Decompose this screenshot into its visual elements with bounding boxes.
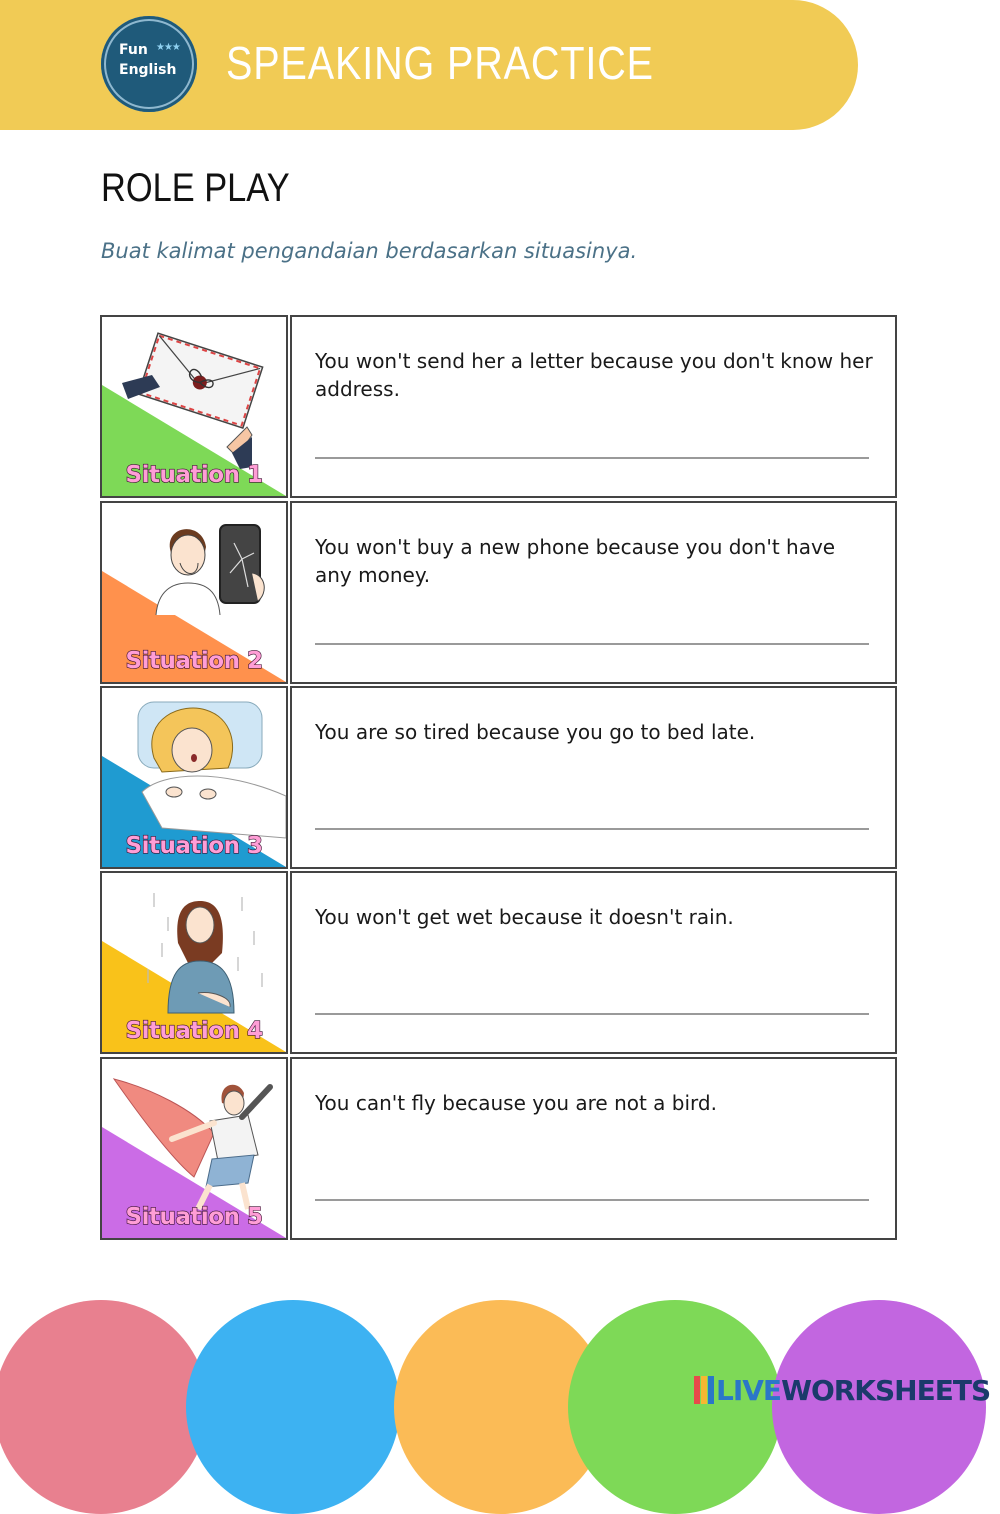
- situation-sentence: You are so tired because you go to bed late.: [315, 720, 756, 744]
- situation-row-1: [100, 315, 897, 498]
- situation-sentence: You can't fly because you are not a bird.: [315, 1091, 717, 1115]
- situation-label: Situation 5: [125, 1204, 263, 1230]
- situation-label: Situation 3: [125, 833, 263, 859]
- situation-image-1: [100, 315, 288, 498]
- sentence-box-3: [290, 686, 897, 869]
- brand-prefix: LIVE: [716, 1373, 782, 1407]
- situation-image-2: [100, 501, 288, 684]
- situation-label: Situation 4: [125, 1018, 263, 1044]
- situation-image-5: [100, 1057, 288, 1240]
- situation-sentence: You won't get wet because it doesn't rain.: [315, 905, 734, 929]
- situation-sentence: You won't send her a letter because you don't know her address.: [315, 349, 873, 401]
- situation-row-2: [100, 501, 897, 684]
- situation-image-4: [100, 871, 288, 1054]
- answer-input-3[interactable]: [315, 828, 869, 830]
- liveworksheets-badge-icon: [694, 1376, 714, 1404]
- situation-row-3: [100, 686, 897, 869]
- sentence-box-2: [290, 501, 897, 684]
- situation-sentence: You won't buy a new phone because you don't have any money.: [315, 535, 836, 587]
- fun-english-logo: [101, 16, 197, 112]
- answer-input-5[interactable]: [315, 1199, 869, 1201]
- answer-input-4[interactable]: [315, 1013, 869, 1015]
- sentence-box-1: [290, 315, 897, 498]
- logo-text-english: English: [119, 62, 177, 78]
- sentence-box-5: [290, 1057, 897, 1240]
- page-title: SPEAKING PRACTICE: [226, 37, 654, 89]
- section-title: ROLE PLAY: [101, 166, 290, 210]
- answer-input-1[interactable]: [315, 457, 869, 459]
- footer-circle-blue: [186, 1300, 400, 1514]
- instruction-text: Buat kalimat pengandaian berdasarkan situasinya.: [101, 239, 638, 263]
- situation-label: Situation 2: [125, 648, 263, 674]
- logo-text-fun: Fun: [119, 42, 148, 58]
- logo-stars-icon: ★★★: [156, 42, 180, 53]
- footer-circle-pink: [0, 1300, 208, 1514]
- brand-suffix: WORKSHEETS: [781, 1373, 991, 1407]
- sentence-box-4: [290, 871, 897, 1054]
- situation-row-4: [100, 871, 897, 1054]
- answer-input-2[interactable]: [315, 643, 869, 645]
- situation-row-5: [100, 1057, 897, 1240]
- situation-image-3: [100, 686, 288, 869]
- liveworksheets-logo[interactable]: [694, 1372, 990, 1408]
- situation-label: Situation 1: [125, 462, 263, 488]
